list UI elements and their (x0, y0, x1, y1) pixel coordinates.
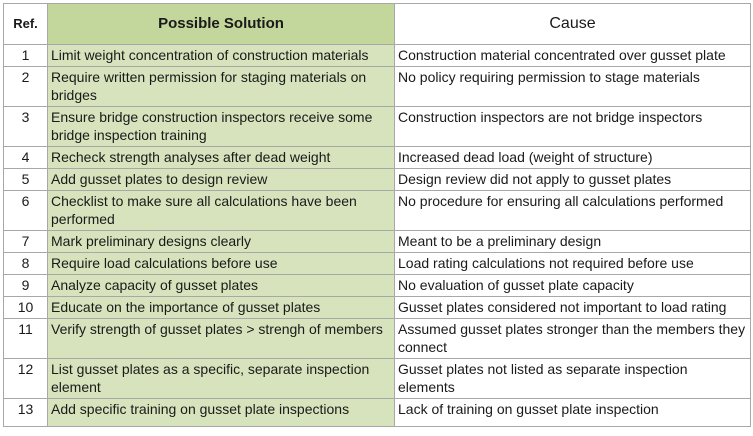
ref-cell: 7 (4, 231, 48, 253)
solution-cell: Verify strength of gusset plates > strengh of members (48, 319, 395, 359)
table-row (4, 67, 751, 107)
cause-cell: Construction inspectors are not bridge inspectors (395, 107, 751, 147)
ref-cell: 13 (4, 399, 48, 427)
table-row (4, 107, 751, 147)
table-row (4, 253, 751, 275)
cause-header: Cause (395, 4, 751, 45)
solution-cell: List gusset plates as a specific, separate inspection element (48, 359, 395, 399)
solution-cell: Limit weight concentration of construction materials (48, 45, 395, 67)
table-row (4, 191, 751, 231)
solution-cell: Add gusset plates to design review (48, 169, 395, 191)
cause-cell: Gusset plates considered not important to load rating (395, 297, 751, 319)
table-row (4, 399, 751, 427)
cause-cell: No evaluation of gusset plate capacity (395, 275, 751, 297)
cause-cell: Gusset plates not listed as separate inspection elements (395, 359, 751, 399)
solution-cell: Recheck strength analyses after dead weight (48, 147, 395, 169)
cause-cell: Meant to be a preliminary design (395, 231, 751, 253)
table-row (4, 275, 751, 297)
table-row (4, 231, 751, 253)
solution-cell: Checklist to make sure all calculations have been performed (48, 191, 395, 231)
ref-cell: 3 (4, 107, 48, 147)
ref-cell: 1 (4, 45, 48, 67)
ref-cell: 9 (4, 275, 48, 297)
cause-cell: Increased dead load (weight of structure) (395, 147, 751, 169)
table-row (4, 169, 751, 191)
table-row (4, 297, 751, 319)
ref-cell: 6 (4, 191, 48, 231)
ref-header: Ref. (4, 4, 48, 45)
ref-cell: 2 (4, 67, 48, 107)
ref-cell: 4 (4, 147, 48, 169)
table-row (4, 359, 751, 399)
solution-cell: Educate on the importance of gusset plates (48, 297, 395, 319)
cause-cell: Construction material concentrated over gusset plate (395, 45, 751, 67)
ref-cell: 8 (4, 253, 48, 275)
cause-cell: No procedure for ensuring all calculations performed (395, 191, 751, 231)
ref-cell: 11 (4, 319, 48, 359)
cause-cell: Load rating calculations not required before use (395, 253, 751, 275)
table-row (4, 319, 751, 359)
solution-cell: Add specific training on gusset plate inspections (48, 399, 395, 427)
cause-cell: Design review did not apply to gusset plates (395, 169, 751, 191)
ref-cell: 5 (4, 169, 48, 191)
ref-cell: 10 (4, 297, 48, 319)
solutions-table (3, 3, 751, 427)
ref-cell: 12 (4, 359, 48, 399)
solution-cell: Ensure bridge construction inspectors receive some bridge inspection training (48, 107, 395, 147)
solution-cell: Require load calculations before use (48, 253, 395, 275)
cause-cell: Assumed gusset plates stronger than the members they connect (395, 319, 751, 359)
cause-cell: Lack of training on gusset plate inspection (395, 399, 751, 427)
solution-cell: Mark preliminary designs clearly (48, 231, 395, 253)
header-row (4, 4, 751, 45)
table-row (4, 45, 751, 67)
solution-header: Possible Solution (48, 4, 395, 45)
solution-cell: Require written permission for staging materials on bridges (48, 67, 395, 107)
solution-cell: Analyze capacity of gusset plates (48, 275, 395, 297)
table-row (4, 147, 751, 169)
cause-cell: No policy requiring permission to stage materials (395, 67, 751, 107)
